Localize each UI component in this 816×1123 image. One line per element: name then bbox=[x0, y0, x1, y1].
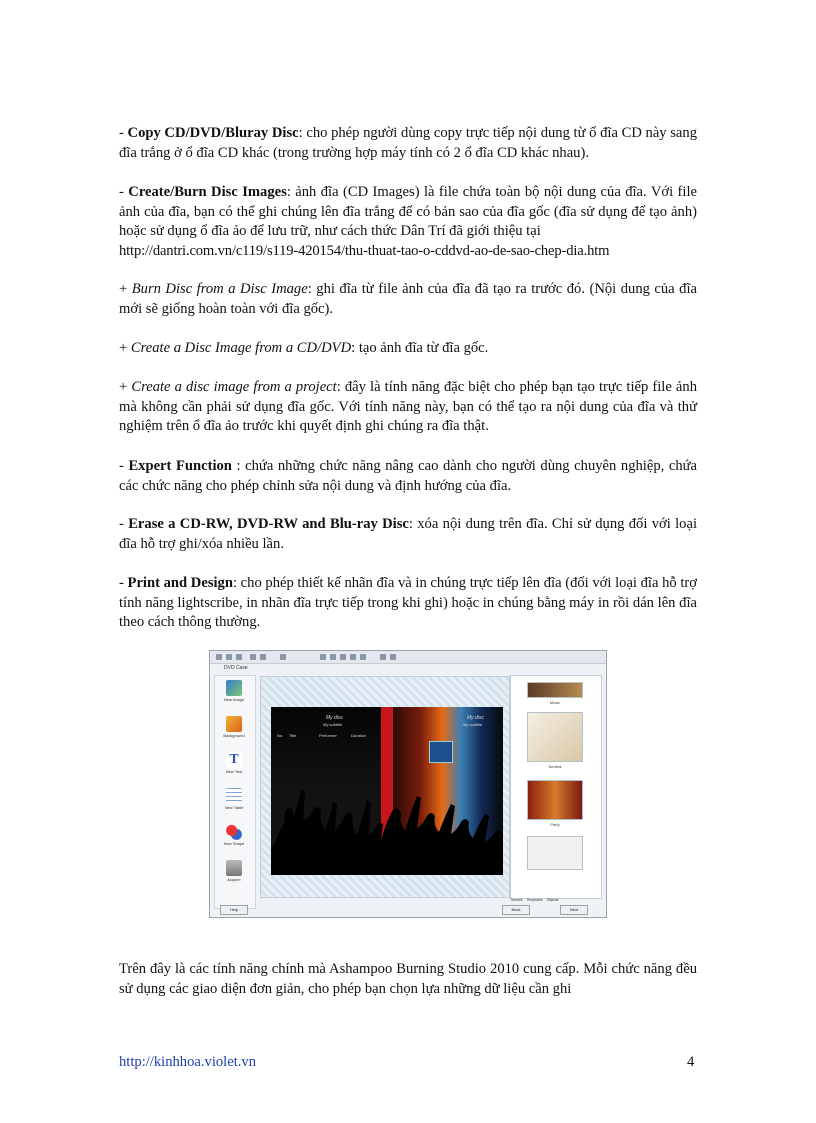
paragraph-create-project bbox=[119, 378, 697, 437]
dvd-cover bbox=[271, 707, 503, 875]
feature-desc-print: : cho phép thiết kế nhãn đĩa và in chúng trực tiếp lên đĩa (đối với loại đĩa hỗ trợ tính năng lightscribe, in nhãn đĩa trực tiếp trong khi ghi) hoặc in chúng bằng máy in rồi dán lên đĩa theo cách thông thường. bbox=[119, 575, 698, 630]
toolbar-icon bbox=[250, 654, 256, 660]
toolbar-icon bbox=[216, 654, 222, 660]
feature-title-create-image: Create a Disc Image from a CD/DVD bbox=[130, 340, 352, 356]
tool-label: New Text bbox=[225, 769, 243, 774]
panel-tabs bbox=[510, 898, 600, 905]
screenshot-toolbar bbox=[210, 651, 606, 664]
tab-objects[interactable]: Objects bbox=[546, 898, 559, 902]
template-thumb-neutral[interactable] bbox=[527, 712, 583, 762]
feature-desc-create-project: : đây là tính năng đặc biệt cho phép bạn tạo trực tiếp file ảnh mà không cần phải sử dụng đĩa gốc. Với tính năng này, bạn có thể tạo ra nội dung của đĩa và thử nghiệm trên ổ đĩa ảo trước khi quyết định ghi chúng ra đĩa thật. bbox=[119, 379, 698, 434]
paragraph-expert bbox=[119, 457, 697, 496]
cover-title-back: My disc bbox=[326, 715, 343, 721]
feature-title-expert: Expert Function bbox=[128, 458, 232, 474]
dash-marker: - bbox=[119, 516, 129, 532]
toolbar-icon bbox=[226, 654, 232, 660]
template-label: Music bbox=[549, 700, 561, 705]
screenshot-window-title: DVD Case bbox=[224, 665, 248, 671]
toolbar-icon bbox=[340, 654, 346, 660]
template-thumb-music[interactable] bbox=[527, 682, 583, 698]
templates-panel bbox=[510, 675, 602, 899]
tool-new-text bbox=[219, 752, 249, 774]
feature-desc-expert: : chứa những chức năng nâng cao dành cho người dùng chuyên nghiệp, chứa các chức năng cho phép chỉnh sửa nội dung và định hướng của đĩa. bbox=[119, 458, 697, 494]
feature-title-create-burn: Create/Burn Disc Images bbox=[128, 184, 287, 200]
background-icon bbox=[226, 716, 242, 732]
paragraph-copy-disc bbox=[119, 124, 697, 163]
paragraph-create-burn bbox=[119, 183, 697, 261]
toolbar-icon bbox=[280, 654, 286, 660]
cover-subtitle-front: My subtitle bbox=[463, 722, 483, 727]
help-button[interactable]: Help bbox=[220, 905, 248, 915]
toolbar-icon bbox=[380, 654, 386, 660]
toolbar-icon bbox=[360, 654, 366, 660]
toolbar-icon bbox=[236, 654, 242, 660]
next-button[interactable]: Next bbox=[560, 905, 588, 915]
feature-desc-erase: : xóa nội dung trên đĩa. Chỉ sử dụng đối với loại đĩa hỗ trợ ghi/xóa nhiều lần. bbox=[119, 516, 697, 552]
embedded-screenshot bbox=[209, 650, 607, 918]
cover-col-duration: Duration bbox=[351, 733, 367, 738]
text-icon: T bbox=[226, 752, 242, 768]
feature-desc-create-burn: : ảnh đĩa (CD Images) là file chứa toàn bộ nội dung của đĩa. Với file ảnh của đĩa, bạn có thể ghi chúng lên đĩa trắng để có bản sao của đĩa gốc (đĩa sử dụng để tạo ảnh) hoặc sử dụng ổ đĩa ảo để lưu trữ, như cách thức Dân Trí đã giới thiệu tại bbox=[119, 184, 698, 239]
cover-col-performer: Performer bbox=[319, 733, 337, 738]
feature-desc-burn-image: : ghi đĩa từ file ảnh của đĩa đã tạo ra trước đó. (Nội dung của đĩa mới sẽ giống hoàn toàn với đĩa gốc). bbox=[119, 281, 697, 317]
toolbar-icon bbox=[260, 654, 266, 660]
template-label: Neutral bbox=[548, 764, 562, 769]
plus-marker: + bbox=[119, 340, 131, 356]
paragraph-erase bbox=[119, 515, 697, 554]
tool-background bbox=[219, 716, 249, 738]
toolbar-icon bbox=[350, 654, 356, 660]
toolbar-icon bbox=[320, 654, 326, 660]
tab-themes[interactable]: Themes bbox=[510, 898, 523, 902]
page-number: 4 bbox=[687, 1054, 695, 1070]
tool-new-image bbox=[219, 680, 249, 702]
feature-title-print: Print and Design bbox=[127, 575, 233, 591]
tool-label: New Image bbox=[223, 697, 245, 702]
scanner-icon bbox=[226, 860, 242, 876]
tool-label: Acquire bbox=[227, 877, 241, 882]
cover-subtitle-back: My subtitle bbox=[323, 722, 343, 727]
feature-desc-create-image: : tạo ảnh đĩa từ đĩa gốc. bbox=[351, 340, 489, 356]
dash-marker: - bbox=[119, 458, 129, 474]
paragraph-create-image bbox=[119, 339, 697, 359]
footer-link[interactable]: http://kinhhoa.violet.vn bbox=[119, 1054, 257, 1070]
template-label: Party bbox=[550, 822, 560, 827]
image-icon bbox=[226, 680, 242, 696]
logo-icon bbox=[429, 741, 453, 763]
feature-title-copy: Copy CD/DVD/Bluray Disc bbox=[127, 125, 299, 141]
tool-new-table bbox=[219, 788, 249, 810]
template-thumb[interactable] bbox=[527, 836, 583, 870]
cover-title-front: My disc bbox=[467, 715, 484, 721]
table-icon bbox=[226, 788, 242, 804]
tool-label: Background bbox=[223, 733, 245, 738]
tool-label: New Shape bbox=[223, 841, 245, 846]
dash-marker: - bbox=[119, 184, 129, 200]
dancers-silhouette-icon bbox=[271, 780, 503, 875]
plus-marker: + bbox=[119, 379, 132, 395]
feature-title-erase: Erase a CD-RW, DVD-RW and Blu-ray Disc bbox=[128, 516, 409, 532]
design-canvas bbox=[260, 676, 510, 898]
paragraph-closing: Trên đây là các tính năng chính mà Ashampoo Burning Studio 2010 cung cấp. Mỗi chức năng đều sử dụng các giao diện đơn giản, cho phép bạn chọn lựa những dữ liệu cần ghi bbox=[119, 961, 697, 997]
toolbar-icon bbox=[390, 654, 396, 660]
dash-marker: - bbox=[119, 125, 128, 141]
cover-col-no: No. bbox=[277, 733, 284, 738]
tool-acquire bbox=[219, 860, 249, 882]
dantri-url[interactable]: http://dantri.com.vn/c119/s119-420154/thu-thuat-tao-o-cddvd-ao-de-sao-chep-dia.htm bbox=[119, 242, 610, 259]
feature-desc-copy: : cho phép người dùng copy trực tiếp nội dung từ ổ đĩa CD này sang đĩa trắng ở ổ đĩa CD khác (trong trường hợp máy tính có 2 ổ đĩa CD khác nhau). bbox=[119, 125, 697, 161]
feature-title-create-project: Create a disc image from a project bbox=[131, 379, 337, 395]
tool-new-shape bbox=[219, 824, 249, 846]
feature-title-burn-image: Burn Disc from a Disc Image bbox=[131, 281, 308, 297]
back-button[interactable]: Back bbox=[502, 905, 530, 915]
tool-label: New Table bbox=[224, 805, 244, 810]
tab-templates[interactable]: Templates bbox=[526, 898, 543, 902]
paragraph-print bbox=[119, 574, 697, 633]
screenshot-tool-panel bbox=[214, 675, 256, 909]
template-thumb-party[interactable] bbox=[527, 780, 583, 820]
shape-icon bbox=[226, 824, 242, 840]
paragraph-burn-image bbox=[119, 280, 697, 319]
plus-marker: + bbox=[119, 281, 132, 297]
cover-col-title: Title bbox=[289, 733, 297, 738]
toolbar-icon bbox=[330, 654, 336, 660]
dash-marker: - bbox=[119, 575, 128, 591]
